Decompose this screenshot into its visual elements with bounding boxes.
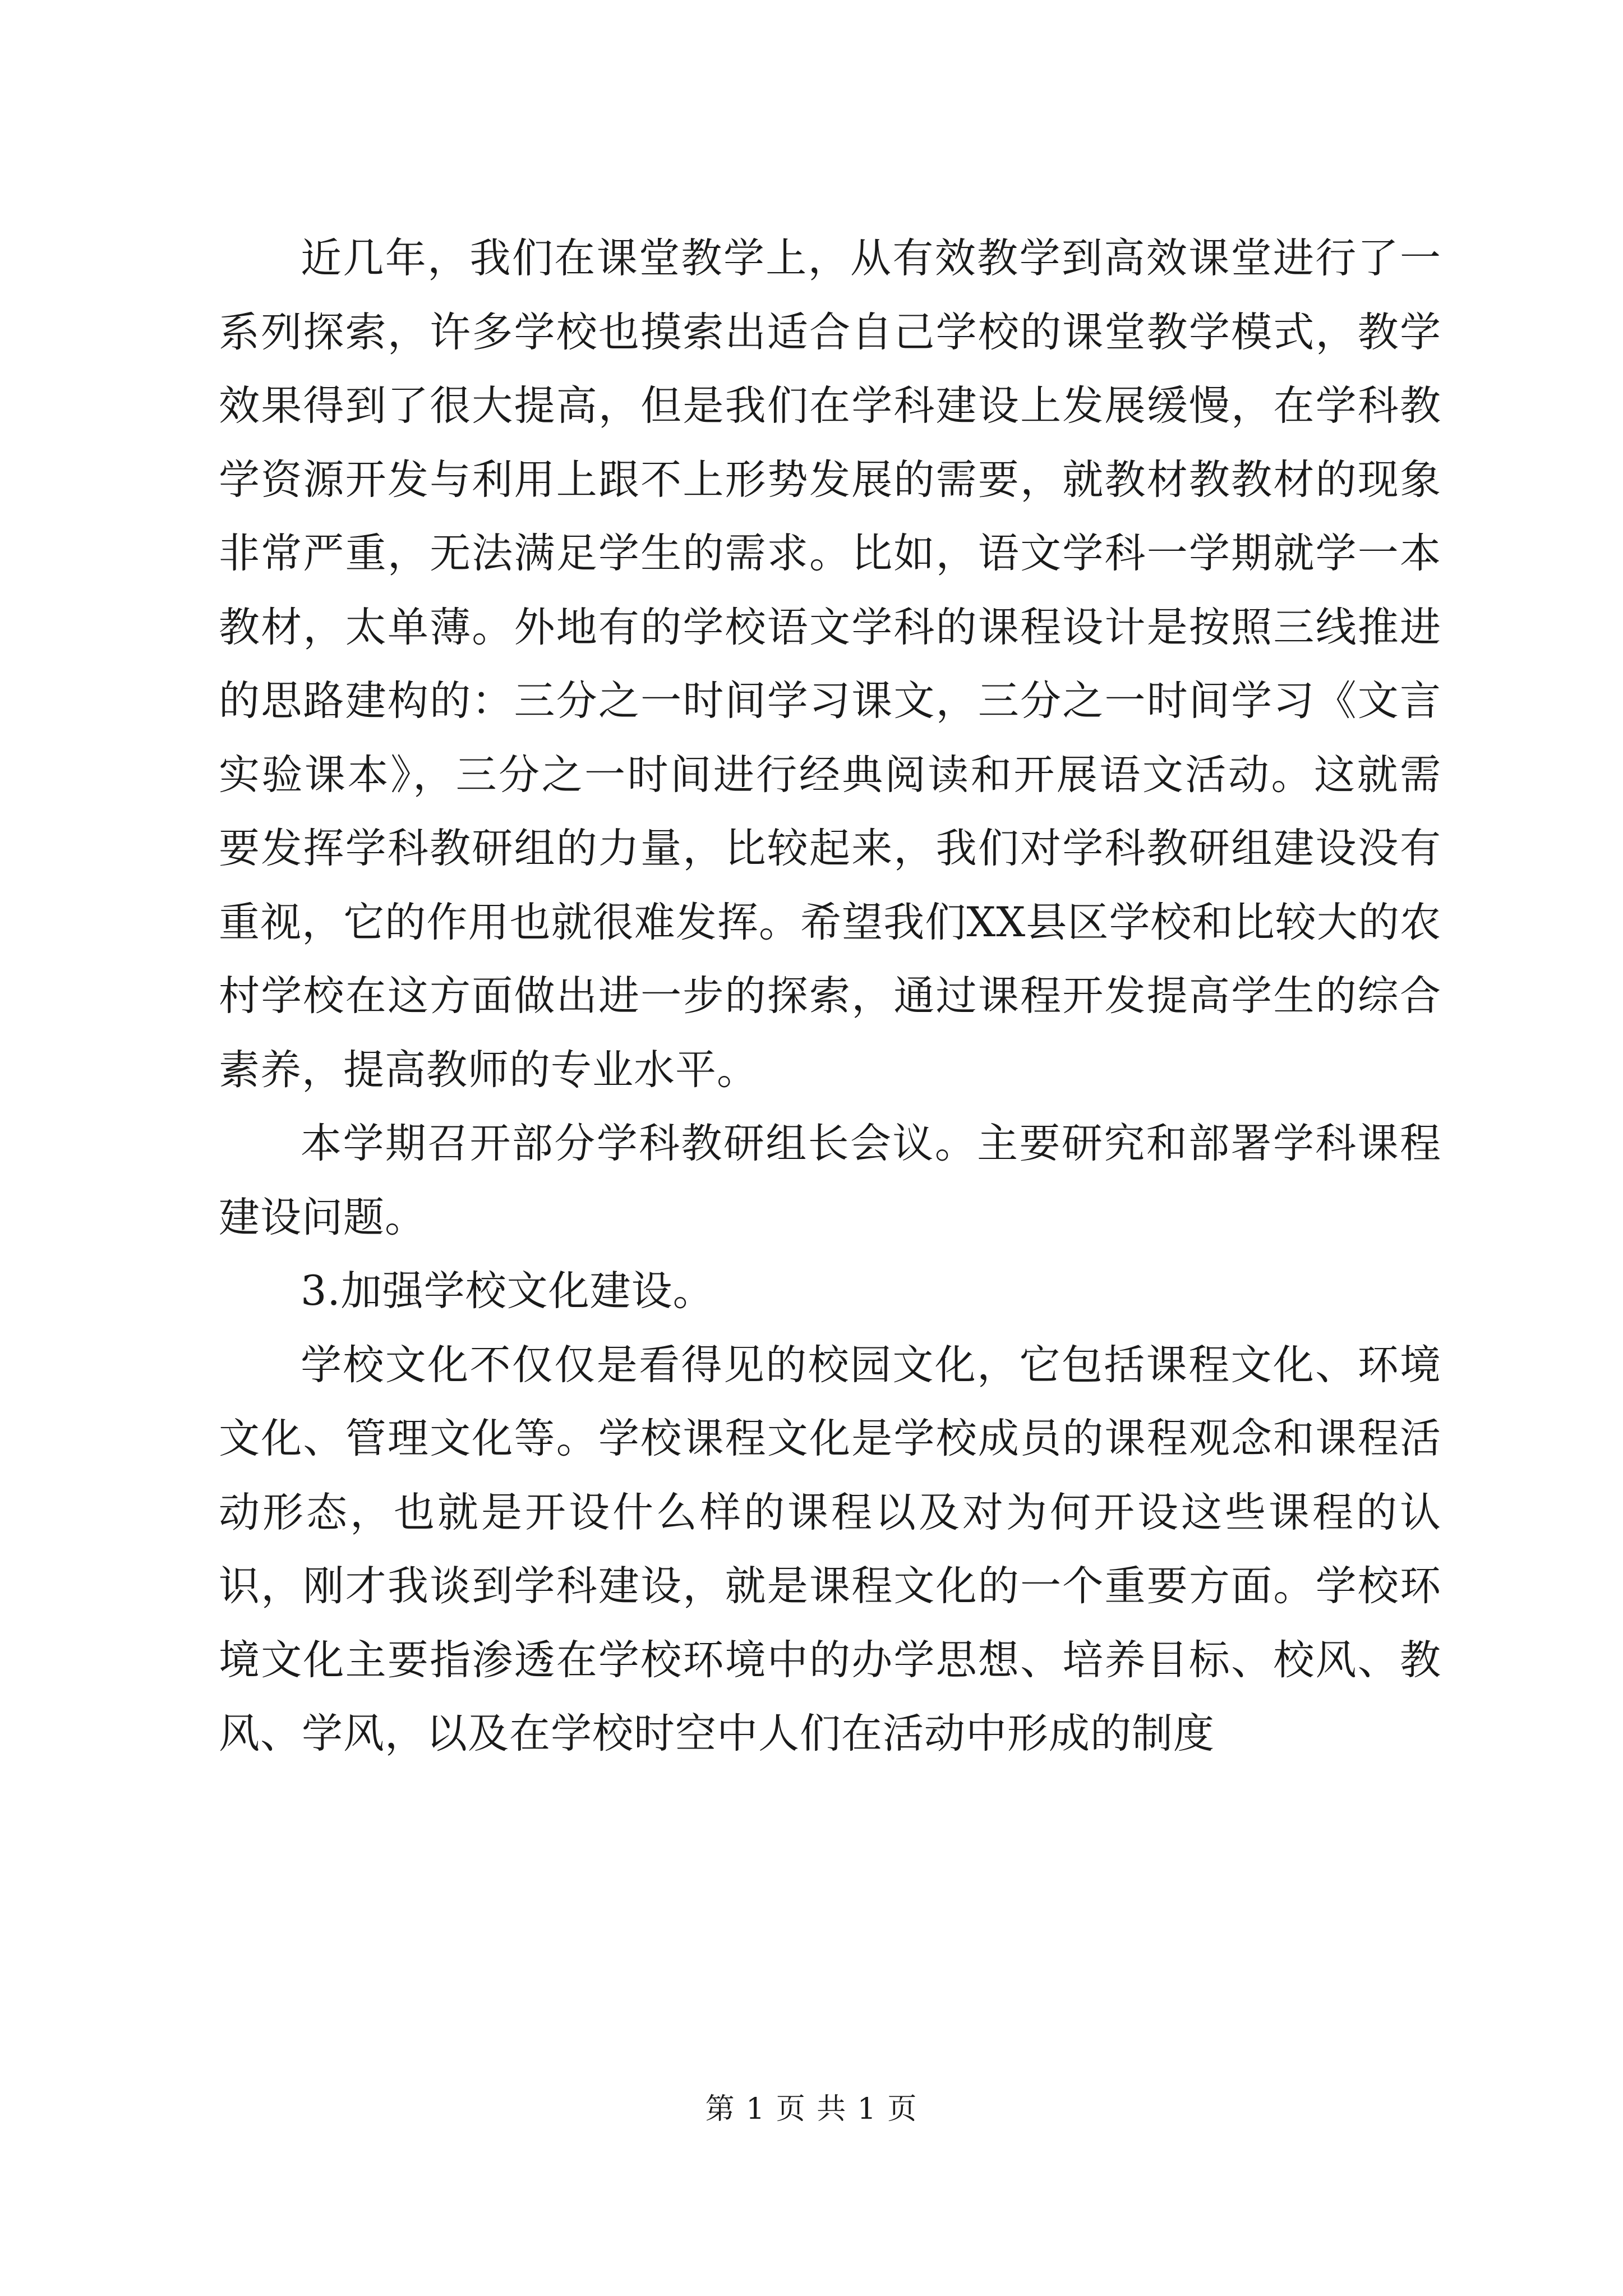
body-text <box>219 222 1441 1771</box>
paragraph-school-culture-heading: 3.加强学校文化建设。 <box>301 1267 714 1315</box>
paragraph-school-culture: 学校文化不仅仅是看得见的校园文化，它包括课程文化、环境文化、管理文化等。学校课程文化是学校成员的课程观念和课程活动形态，也就是开设什么样的课程以及对为何开设这些课程的认识，刚才我谈到学科建设，就是课程文化的一个重要方面。学校环境文化主要指渗透在学校环境中的办学思想、培养目标、校风、教风、学风，以及在学校时空中人们在活动中形成的制度 <box>219 1341 1441 1757</box>
paragraph-classroom-teaching: 近几年，我们在课堂教学上，从有效教学到高效课堂进行了一系列探索，许多学校也摸索出适合自己学校的课堂教学模式，教学效果得到了很大提高，但是我们在学科建设上发展缓慢，在学科教学资源开发与利用上跟不上形势发展的需要，就教材教教材的现象非常严重，无法满足学生的需求。比如，语文学科一学期就学一本教材，太单薄。外地有的学校语文学科的课程设计是按照三线推进的思路建构的：三分之一时间学习课文，三分之一时间学习《文言实验课本》，三分之一时间进行经典阅读和开展语文活动。这就需要发挥学科教研组的力量，比较起来，我们对学科教研组建设没有重视，它的作用也就很难发挥。希望我们XX县区学校和比较大的农村学校在这方面做出进一步的探索，通过课程开发提高学生的综合素养，提高教师的专业水平。 <box>219 234 1441 1094</box>
paragraph-teaching-group-meeting: 本学期召开部分学科教研组长会议。主要研究和部署学科课程建设问题。 <box>219 1120 1441 1241</box>
page-footer: 第 1 页 共 1 页 <box>705 2092 918 2126</box>
